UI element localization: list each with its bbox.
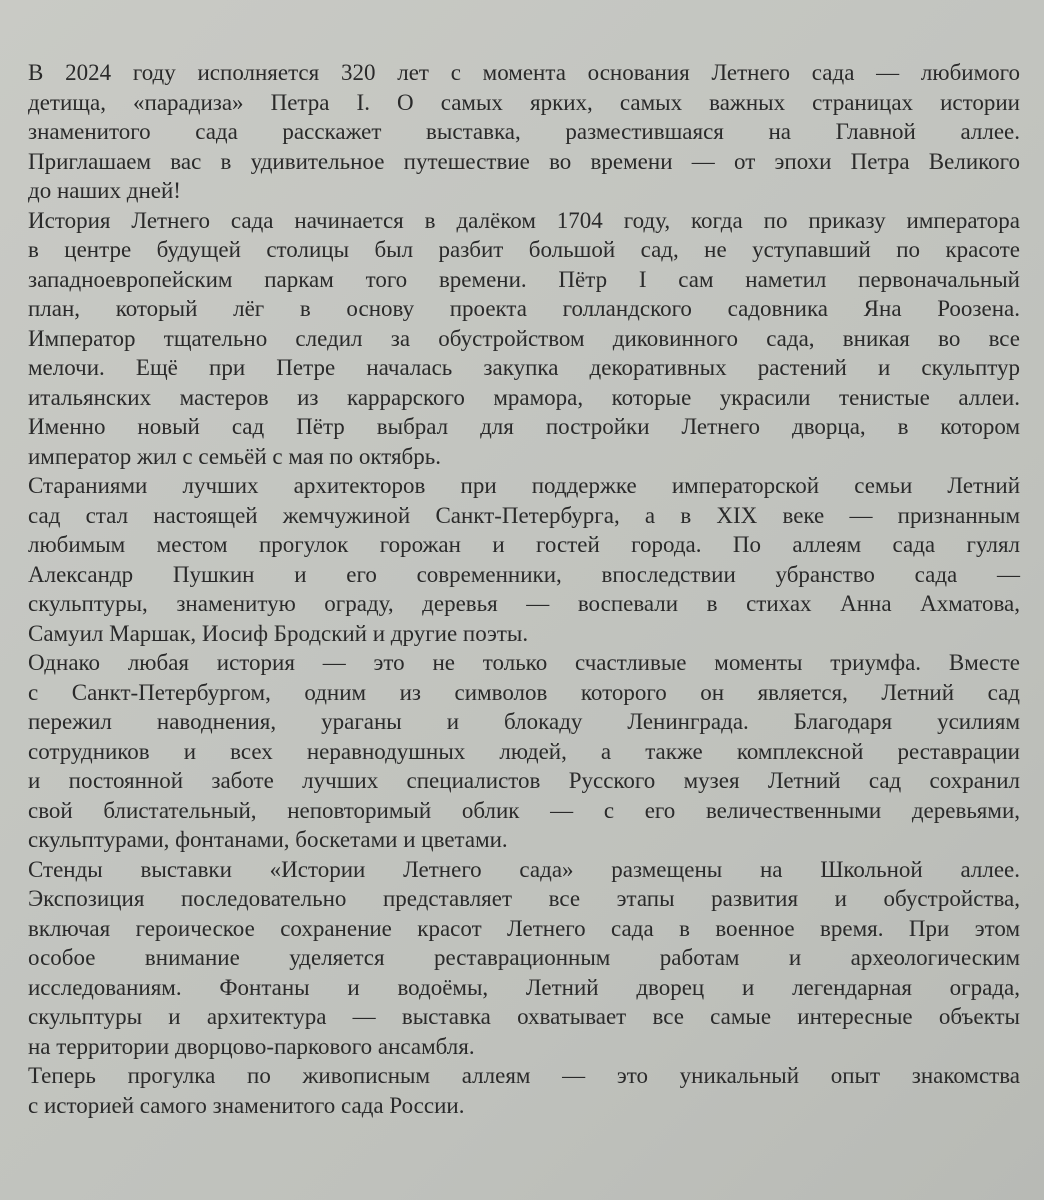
text-line: знаменитого сада расскажет выставка, разместившаяся на Главной аллее. [28,119,1020,144]
text-line: скульптурами, фонтанами, боскетами и цветами. [28,827,508,852]
text-line: Александр Пушкин и его современники, впоследствии убранство сада — [28,561,1020,587]
text-line: свой блистательный, неповторимый облик — с его величественными деревьями, [28,797,1020,823]
text-line: в центре будущей столицы был разбит большой сад, не уступавший по красоте [28,237,1020,262]
text-line: с Санкт-Петербургом, одним из символов которого он является, Летний сад [28,679,1020,705]
text-line: В 2024 году исполняется 320 лет с момента основания Летнего сада — любимого [28,60,1020,85]
text-line: сад стал настоящей жемчужиной Санкт-Петербурга, а в XIX веке — признанным [28,502,1020,528]
text-line: История Летнего сада начинается в далёком 1704 году, когда по приказу императора [28,207,1020,233]
text-line: детища, «парадиза» Петра I. О самых ярких, самых важных страницах истории [28,89,1020,115]
text-line: до наших дней! [28,178,181,203]
text-line: Стенды выставки «Истории Летнего сада» размещены на Школьной аллее. [28,856,1020,882]
text-line: любимым местом прогулок горожан и гостей города. По аллеям сада гулял [28,532,1020,557]
text-line: исследованиям. Фонтаны и водоёмы, Летний дворец и легендарная ограда, [28,974,1020,1000]
paragraph [28,648,1020,855]
text-line: западноевропейским паркам того времени. Пётр I сам наметил первоначальный [28,266,1020,292]
text-line: Теперь прогулка по живописным аллеям — это уникальный опыт знакомства [28,1063,1020,1088]
text-line: на территории дворцово-паркового ансамбля. [28,1033,475,1059]
text-line: Приглашаем вас в удивительное путешествие во времени — от эпохи Петра Великого [28,148,1020,174]
text-line: план, который лёг в основу проекта голландского садовника Яна Роозена. [28,296,1020,321]
text-line: скульптуры и архитектура — выставка охватывает все самые интересные объекты [28,1004,1020,1029]
text-line: итальянских мастеров из каррарского мрамора, которые украсили тенистые аллеи. [28,384,1020,410]
text-line: скульптуры, знаменитую ограду, деревья — воспевали в стихах Анна Ахматова, [28,591,1020,616]
text-line: Однако любая история — это не только счастливые моменты триумфа. Вместе [28,650,1020,675]
text-line: Самуил Маршак, Иосиф Бродский и другие поэты. [28,620,529,646]
text-line: Стараниями лучших архитекторов при поддержке императорской семьи Летний [28,473,1020,498]
text-line: пережил наводнения, ураганы и блокаду Ленинграда. Благодаря усилиям [28,709,1020,734]
text-line: с историей самого знаменитого сада России. [28,1092,465,1118]
text-line: и постоянной заботе лучших специалистов Русского музея Летний сад сохранил [28,768,1020,793]
paragraph [28,855,1020,1062]
paragraph [28,58,1020,206]
exhibition-text [28,58,1020,1120]
text-line: Именно новый сад Пётр выбрал для постройки Летнего дворца, в котором [28,414,1020,439]
text-line: Император тщательно следил за обустройством диковинного сада, вникая во все [28,325,1020,351]
text-line: мелочи. Ещё при Петре началась закупка декоративных растений и скульптур [28,355,1020,380]
paragraph [28,206,1020,472]
paragraph [28,471,1020,648]
text-line: сотрудников и всех неравнодушных людей, а также комплексной реставрации [28,738,1020,764]
text-line: император жил с семьёй с мая по октябрь. [28,443,441,469]
text-line: особое внимание уделяется реставрационным работам и археологическим [28,945,1020,970]
text-line: включая героическое сохранение красот Летнего сада в военное время. При этом [28,915,1020,941]
text-line: Экспозиция последовательно представляет все этапы развития и обустройства, [28,886,1020,911]
paragraph [28,1061,1020,1120]
